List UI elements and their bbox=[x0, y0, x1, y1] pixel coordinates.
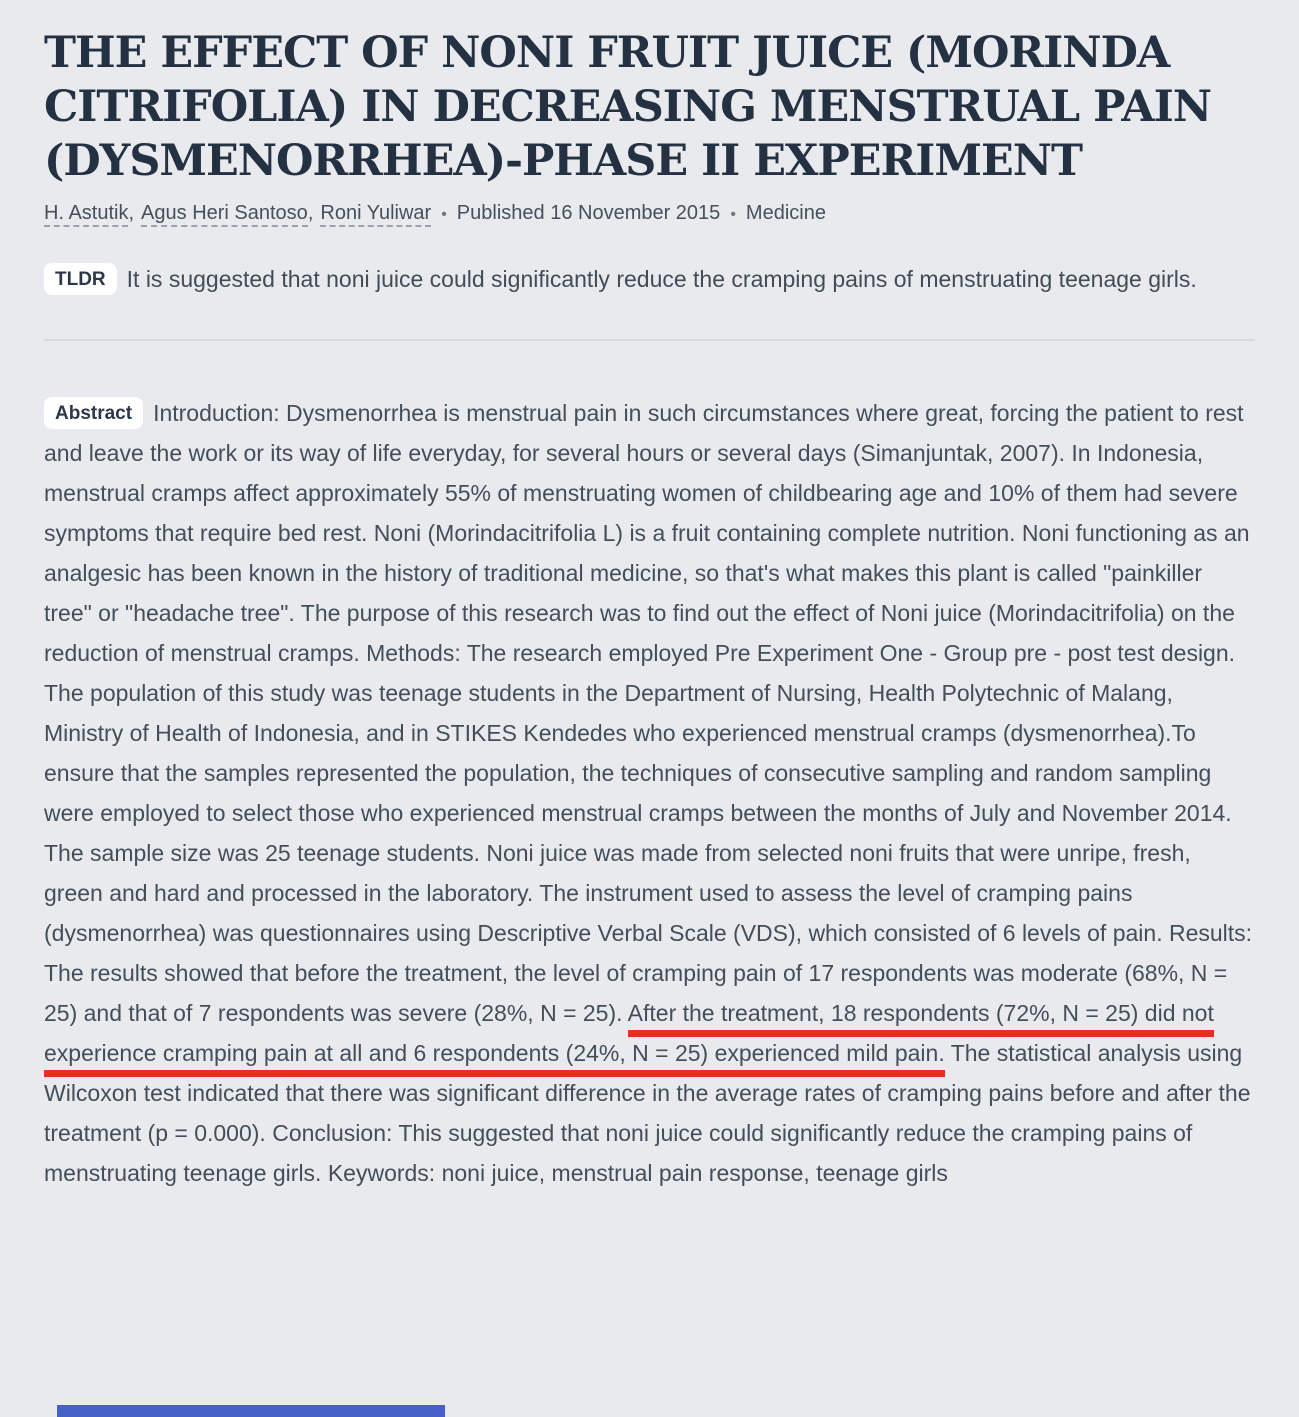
abstract-paragraph bbox=[44, 393, 1255, 1193]
published-date: Published 16 November 2015 bbox=[456, 202, 721, 224]
author-comma: , bbox=[128, 202, 135, 224]
paper-title: THE EFFECT OF NONI FRUIT JUICE (MORINDA CITRIFOLIA) IN DECREASING MENSTRUAL PAIN (DYSMENORRHEA)-PHASE II EXPERIMENT bbox=[44, 28, 1212, 186]
author-item bbox=[320, 202, 431, 225]
bullet-separator: • bbox=[441, 206, 447, 223]
bullet-separator: • bbox=[730, 206, 736, 223]
abstract-section bbox=[44, 393, 1255, 1193]
partial-bottom-button[interactable] bbox=[57, 1405, 445, 1417]
byline bbox=[44, 202, 1255, 225]
author-link[interactable]: Roni Yuliwar bbox=[320, 202, 431, 227]
author-link[interactable]: H. Astutik bbox=[44, 202, 128, 227]
abstract-text: The statistical analysis using Wilcoxon test indicated that there was significant difference in the average rates of cramping pains before and after the treatment (p = 0.000). Conclusion: This suggested that noni juice could significantly reduce the cramping pains of menstruating teenage girls. Keywords: noni juice, menstrual pain response, teenage girls bbox=[44, 1040, 1251, 1186]
abstract-text: Introduction: Dysmenorrhea is menstrual pain in such circumstances where great, forcing the patient to rest and leave the work or its way of life everyday, for several hours or several days (Simanjuntak, 2007). In Indonesia, menstrual cramps affect approximately 55% of menstruating women of childbearing age and 10% of them had severe symptoms that require bed rest. Noni (Morindacitrifolia L) is a fruit containing complete nutrition. Noni functioning as an analgesic has been known in the history of traditional medicine, so that's what makes this plant is called "painkiller tree" or "headache tree". The purpose of this research was to find out the effect of Noni juice (Morindacitrifolia) on the reduction of menstrual cramps. Methods: The research employed Pre Experiment One - Group pre - post test design. The population of this study was teenage students in the Department of Nursing, Health Polytechnic of Malang, Ministry of Health of Indonesia, and in STIKES Kendedes who experienced menstrual cramps (dysmenorrhea).To ensure that the samples represented the population, the techniques of consecutive sampling and random sampling were employed to select those who experienced menstrual cramps between the months of July and November 2014. The sample size was 25 teenage students. Noni juice was made from selected noni fruits that were unripe, fresh, green and hard and processed in the laboratory. The instrument used to assess the level of cramping pains (dysmenorrhea) was questionnaires using Descriptive Verbal Scale (VDS), which consisted of 6 levels of pain. Results: The results showed that before the treatment, the level of cramping pain of 17 respondents was moderate (68%, N = 25) and that of 7 respondents was severe (28%, N = 25). bbox=[44, 400, 1253, 1026]
tldr-badge: TLDR bbox=[44, 263, 117, 295]
annotated-sentence: After the treatment, 18 respondents (72%, N = 25) did not experience cramping pain at all and 6 respondents (24%, N = 25) experienced mild pain. bbox=[44, 1000, 1214, 1077]
author-link[interactable]: Agus Heri Santoso bbox=[141, 202, 308, 227]
field-of-study: Medicine bbox=[745, 202, 826, 224]
tldr-section bbox=[44, 261, 1255, 297]
section-divider bbox=[44, 339, 1255, 341]
author-comma: , bbox=[307, 202, 314, 224]
author-item bbox=[141, 202, 313, 225]
author-item bbox=[44, 202, 134, 225]
tldr-text: It is suggested that noni juice could significantly reduce the cramping pains of menstruating teenage girls. bbox=[126, 266, 1197, 292]
abstract-badge: Abstract bbox=[44, 397, 143, 429]
